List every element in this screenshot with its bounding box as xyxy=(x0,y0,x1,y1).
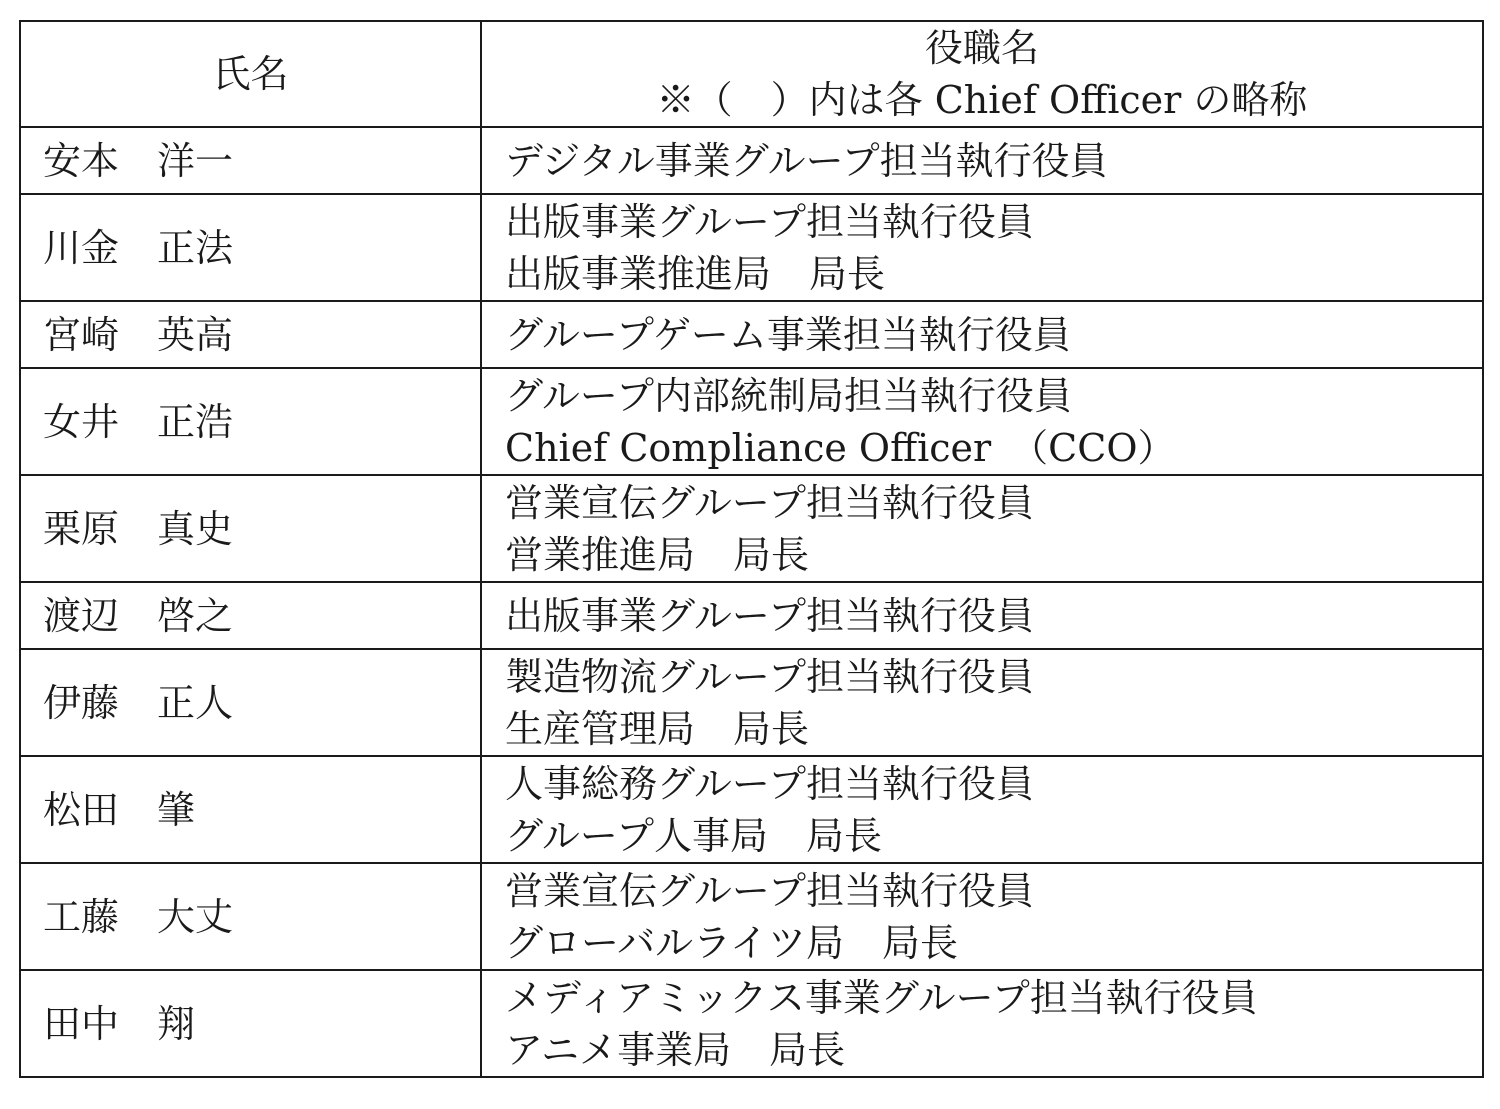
officer-role xyxy=(481,582,1483,649)
table-row xyxy=(20,368,1483,475)
role-line: 生産管理局 局長 xyxy=(505,706,810,751)
role-line: 出版事業グループ担当執行役員 xyxy=(505,199,1034,244)
role-line: 出版事業グループ担当執行役員 xyxy=(505,593,1034,638)
role-line: グループ人事局 局長 xyxy=(505,813,882,858)
role-line: 営業宣伝グループ担当執行役員 xyxy=(505,868,1034,913)
table-header-row xyxy=(20,21,1483,127)
table-row xyxy=(20,301,1483,368)
role-line: 営業宣伝グループ担当執行役員 xyxy=(505,480,1034,525)
officer-name: 女井 正浩 xyxy=(20,368,481,475)
role-line: 出版事業推進局 局長 xyxy=(505,251,886,296)
role-line: メディアミックス事業グループ担当執行役員 xyxy=(505,975,1258,1020)
officer-name: 安本 洋一 xyxy=(20,127,481,194)
role-line: 製造物流グループ担当執行役員 xyxy=(505,654,1034,699)
table-row xyxy=(20,756,1483,863)
officer-name: 松田 肇 xyxy=(20,756,481,863)
table-row xyxy=(20,582,1483,649)
officer-role xyxy=(481,970,1483,1077)
table-row xyxy=(20,863,1483,970)
officer-role xyxy=(481,368,1483,475)
officer-name: 伊藤 正人 xyxy=(20,649,481,756)
column-header-name: 氏名 xyxy=(20,21,481,127)
officer-name: 工藤 大丈 xyxy=(20,863,481,970)
officer-table xyxy=(19,20,1484,1078)
officer-role xyxy=(481,756,1483,863)
table-row xyxy=(20,970,1483,1077)
role-line: グループゲーム事業担当執行役員 xyxy=(505,312,1071,357)
officer-role xyxy=(481,863,1483,970)
role-line: Chief Compliance Officer （CCO） xyxy=(505,425,1176,470)
officer-role xyxy=(481,301,1483,368)
role-line: グローバルライツ局 局長 xyxy=(505,920,958,965)
officer-role xyxy=(481,649,1483,756)
table-row xyxy=(20,194,1483,301)
role-line: デジタル事業グループ担当執行役員 xyxy=(505,138,1108,183)
role-line: グループ内部統制局担当執行役員 xyxy=(505,373,1072,418)
officer-name: 栗原 真史 xyxy=(20,475,481,582)
officer-name: 宮崎 英高 xyxy=(20,301,481,368)
column-header-role-title: 役職名 xyxy=(924,26,1039,70)
officer-role xyxy=(481,475,1483,582)
column-header-role xyxy=(481,21,1483,127)
officer-role xyxy=(481,127,1483,194)
officer-name: 田中 翔 xyxy=(20,970,481,1077)
table-row xyxy=(20,475,1483,582)
officer-name: 川金 正法 xyxy=(20,194,481,301)
column-header-role-note: ※（ ）内は各 Chief Officer の略称 xyxy=(656,78,1308,122)
officer-role xyxy=(481,194,1483,301)
role-line: アニメ事業局 局長 xyxy=(505,1027,846,1072)
role-line: 営業推進局 局長 xyxy=(505,532,810,577)
table-row xyxy=(20,127,1483,194)
officer-name: 渡辺 啓之 xyxy=(20,582,481,649)
role-line: 人事総務グループ担当執行役員 xyxy=(505,761,1034,806)
table-row xyxy=(20,649,1483,756)
